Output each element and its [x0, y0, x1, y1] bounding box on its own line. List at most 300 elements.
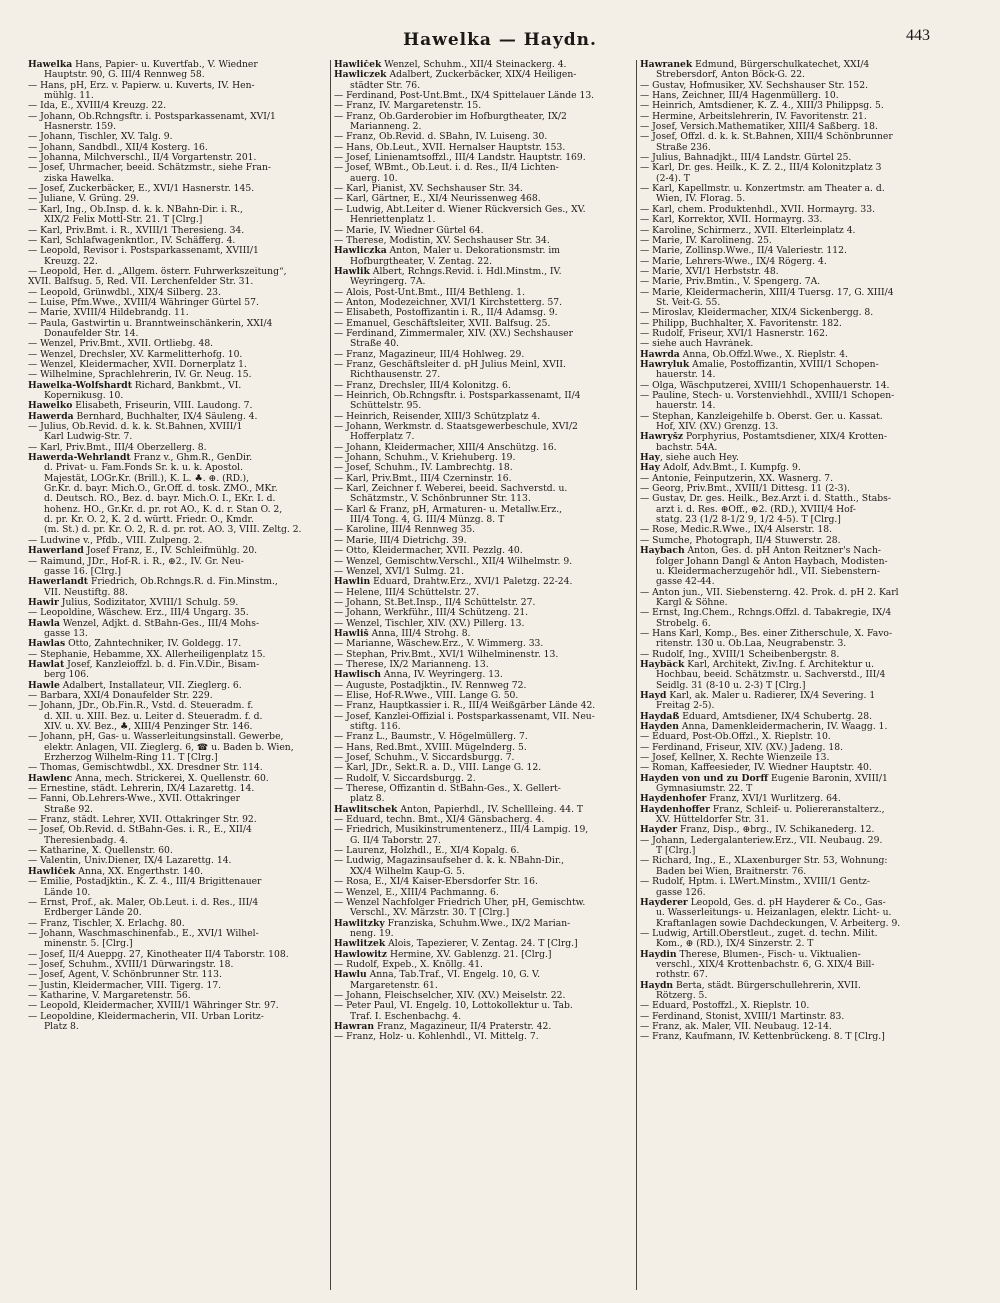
entry-text: Richthausenstr. 27.	[350, 370, 441, 381]
directory-entry-line	[640, 577, 940, 587]
directory-entry-line	[28, 412, 328, 422]
entry-text: — Leopold, Revisor i. Postsparkassenamt, XVIII/1	[28, 246, 259, 257]
directory-entry-line	[640, 888, 940, 898]
entry-text: — Johann, Kleidermacher, XIII/4 Anschützg. 16.	[334, 442, 557, 453]
entry-text: — Karl, Gärtner, E., XI/4 Neurissenweg 468.	[334, 194, 541, 205]
directory-entry-line	[334, 970, 634, 980]
entry-text: — Karl, Kapellmstr. u. Konzertmstr. am Theater a. d.	[640, 184, 885, 195]
directory-entry-line	[640, 753, 940, 763]
directory-entry-line	[334, 339, 634, 349]
entry-text: — Johann, Ob.Rchngsftr. i. Postsparkassenamt, XVI/1	[28, 111, 276, 122]
entry-text: — Hermine, Arbeitslehrerin, IV. Favoritenstr. 21.	[640, 111, 867, 122]
directory-entry-line	[334, 308, 634, 318]
entry-text: Franz v., Ghm.R., GenDir.	[130, 453, 253, 464]
directory-entry-line	[28, 846, 328, 856]
entry-text: Wenzel, Schuhm., XII/4 Steinackerg. 4.	[381, 60, 567, 70]
surname-heading: Hawerda-Wehrlandt	[28, 453, 131, 464]
entry-text: Bernhard, Buchhalter, IX/4 Säuleng. 4.	[73, 411, 258, 422]
directory-entry-line	[28, 432, 328, 442]
column-2	[334, 60, 634, 1290]
surname-heading: Hay	[640, 463, 660, 474]
entry-text: — Josef, Agent, V. Schönbrunner Str. 113.	[28, 970, 222, 981]
entry-text: Anna, Damenkleidermacherin, IV. Waagg. 1.	[678, 722, 888, 732]
entry-text: — Alois, Post-Unt.Bmt., III/4 Bethleng. 1.	[334, 287, 526, 298]
entry-text: d. Privat- u. Fam.Fonds Sr. k. u. k. Apostol.	[44, 463, 244, 474]
directory-entry-line	[334, 101, 634, 111]
directory-entry-line	[640, 381, 940, 391]
column-3	[640, 60, 940, 1290]
directory-entry-line	[334, 774, 634, 784]
directory-entry-line	[28, 143, 328, 153]
directory-entry-line	[28, 784, 328, 794]
entry-text: — Anton, Modezeichner, XVI/1 Kirchstetterg. 57.	[334, 297, 563, 308]
entry-text: — Elisabeth, Postoffizantin i. R., II/4 Adamsg. 9.	[334, 308, 558, 319]
entry-text: Lände 10.	[44, 887, 91, 898]
directory-entry-line	[334, 557, 634, 567]
entry-text: — Ludwine v., Pfdb., VIII. Zulpeng. 2.	[28, 535, 203, 546]
directory-entry-line	[640, 401, 940, 411]
entry-text: Erdberger Lände 20.	[44, 908, 142, 919]
entry-text: — Franz, Holz- u. Kohlenhdl., VI. Mittelg. 7.	[334, 1032, 539, 1043]
directory-entry-line	[334, 867, 634, 877]
directory-entry-line	[640, 350, 940, 360]
directory-entry-line	[28, 350, 328, 360]
directory-entry-line	[334, 846, 634, 856]
entry-text: — Paula, Gastwirtin u. Branntweinschänkerin, XXI/4	[28, 318, 273, 329]
entry-text: Erzherzog Wilhelm-Ring 11. T [Clrg.]	[44, 753, 218, 764]
entry-text: — Josef, Linienamtsoffzl., III/4 Landstr. Hauptstr. 169.	[334, 153, 586, 164]
directory-entry-line	[640, 391, 940, 401]
entry-text: Anna, XX. Engerthstr. 140.	[75, 866, 204, 877]
directory-entry-line	[640, 815, 940, 825]
entry-text: u. Wasserleitungs- u. Heizanlagen, elektr. Licht- u.	[656, 908, 892, 919]
entry-text: städter Str. 76.	[350, 80, 421, 91]
entry-text: Anna, Ob.Offzl.Wwe., X. Rieplstr. 4.	[679, 349, 848, 360]
entry-text: Alois, Tapezierer, V. Zentag. 24. T [Clrg.]	[385, 939, 578, 950]
directory-entry-line	[334, 681, 634, 691]
entry-text: arzt i. d. Res. ⊕Off., ⊕2. (RD.), XVIII/4 Hof-	[656, 504, 856, 515]
directory-entry-line	[28, 484, 328, 494]
surname-heading: Hawlas	[28, 639, 66, 650]
directory-entry-line	[640, 81, 940, 91]
directory-entry-line	[640, 153, 940, 163]
entry-text: Friedrich, Ob.Rchngs.R. d. Fin.Minstm.,	[88, 577, 278, 588]
directory-entry-line	[334, 950, 634, 960]
surname-heading: Hayden von und zu Dorff	[640, 773, 769, 784]
entry-text: — Johann, Tischler, XV. Talg. 9.	[28, 132, 173, 143]
directory-entry-line	[640, 805, 940, 815]
directory-entry-line	[640, 794, 940, 804]
running-head: Hawelka — Haydn.	[403, 30, 597, 50]
entry-text: — Wenzel, Tischler, XIV. (XV.) Pillerg. 13.	[334, 618, 525, 629]
directory-entry-line	[334, 567, 634, 577]
directory-entry-line	[640, 691, 940, 701]
directory-entry-line	[28, 184, 328, 194]
entry-text: — Josef, II/4 Aueppg. 27, Kinotheater II/4 Taborstr. 108.	[28, 949, 289, 960]
directory-entry-line	[28, 122, 328, 132]
entry-text: Platz 8.	[44, 1021, 79, 1032]
directory-entry-line	[28, 950, 328, 960]
entry-text: Hofferplatz 7.	[350, 432, 415, 443]
surname-heading: Hay	[640, 453, 660, 464]
directory-entry-line	[334, 505, 634, 515]
directory-entry-line	[640, 298, 940, 308]
directory-entry-line	[334, 877, 634, 887]
entry-text: XIV. u. XV. Bez., ♣, XIII/4 Penzinger Str. 146.	[44, 722, 253, 732]
entry-text: d. pr. Kr. O. 2, K. 2 d. württ. Friedr. O., Kmdr.	[44, 515, 254, 526]
entry-text: — Richard, Ing., E., XLaxenburger Str. 53, Wohnung:	[640, 856, 888, 867]
directory-entry-line	[28, 443, 328, 453]
entry-text: VII. Neustiftg. 88.	[44, 587, 128, 598]
entry-text: — Johanna, Milchverschl., II/4 Vorgartenstr. 201.	[28, 153, 257, 164]
entry-text: — Julius, Ob.Revid. d. k. k. St.Bahnen, XVIII/1	[28, 422, 243, 433]
directory-entry-line	[334, 608, 634, 618]
directory-entry-line	[640, 825, 940, 835]
directory-entry-line	[28, 991, 328, 1001]
surname-heading: Hawranek	[640, 60, 693, 70]
entry-text: Hasnerstr. 159.	[44, 122, 117, 133]
directory-entry-line	[334, 319, 634, 329]
entry-text: Amalie, Postoffizantin, XVIII/1 Schopen-	[689, 359, 879, 370]
entry-text: — Katharine, V. Margaretenstr. 56.	[28, 990, 191, 1001]
surname-heading: Hawlenc	[28, 773, 73, 784]
entry-text: — Johann, Sandbdl., XII/4 Kosterg. 16.	[28, 142, 208, 153]
directory-entry-line	[640, 877, 940, 887]
directory-entry-line	[28, 815, 328, 825]
directory-entry-line	[28, 226, 328, 236]
directory-entry-line	[28, 370, 328, 380]
entry-text: — Fanni, Ob.Lehrers-Wwe., XVII. Ottakringer	[28, 794, 240, 805]
entry-text: — Ferdinand, Stonist, XVIII/1 Martinstr. 83.	[640, 1011, 845, 1022]
entry-text: stiftg. 116.	[350, 722, 401, 732]
directory-entry-line	[334, 60, 634, 70]
directory-entry-line	[334, 1022, 634, 1032]
directory-entry-line	[640, 463, 940, 473]
entry-text: mühlg. 11.	[44, 91, 94, 102]
entry-text: Berta, städt. Bürgerschullehrerin, XVII.	[673, 980, 861, 991]
entry-text: — Josef, WBmt., Ob.Leut. i. d. Res., II/4 Lichten-	[334, 163, 559, 174]
entry-text: Otto, Zahntechniker, IV. Goldegg. 17.	[65, 639, 242, 650]
directory-entry-line	[640, 588, 940, 598]
directory-entry-line	[640, 443, 940, 453]
entry-text: — Franz L., Baumstr., V. Högelmüllerg. 7.	[334, 732, 528, 743]
directory-entry-line	[640, 981, 940, 991]
directory-entry-line	[640, 732, 940, 742]
entry-text: — siehe auch Havránek.	[640, 339, 754, 350]
entry-text: — Ludwig, Abt.Leiter d. Wiener Rückversich Ges., XV.	[334, 204, 586, 215]
surname-heading: Hawelka-Wolfshardt	[28, 380, 132, 391]
entry-text: Josef, Kanzleioffzl. b. d. Fin.V.Dir., Bisam-	[64, 659, 260, 670]
entry-text: auerg. 10.	[350, 173, 398, 184]
directory-entry-line	[640, 670, 940, 680]
entry-text: — Hans, Red.Bmt., XVIII. Mügelnderg. 5.	[334, 742, 527, 753]
directory-entry-line	[334, 401, 634, 411]
directory-entry-line	[28, 557, 328, 567]
directory-entry-line	[334, 370, 634, 380]
entry-text: Anton, Ges. d. pH Anton Reitzner's Nach-	[684, 546, 881, 557]
directory-entry-line	[28, 308, 328, 318]
directory-entry-line	[28, 639, 328, 649]
entry-text: — Leopold, Grünwdbl., XIX/4 Silberg. 23.	[28, 287, 221, 298]
directory-entry-line	[334, 453, 634, 463]
surname-heading: Hawlat	[28, 659, 65, 670]
entry-text: — Johann, Waschmaschinenfab., E., XVI/1 Wilhel-	[28, 928, 259, 939]
directory-entry-line	[640, 929, 940, 939]
directory-entry-line	[640, 226, 940, 236]
directory-entry-line	[334, 536, 634, 546]
entry-text: Hof, XIV. (XV.) Grenzg. 13.	[656, 422, 779, 433]
entry-text: — Karl, chem. Produktenhdl., XVII. Hormayrg. 33.	[640, 204, 876, 215]
directory-entry-line	[334, 670, 634, 680]
directory-entry-line	[640, 908, 940, 918]
directory-entry-line	[640, 143, 940, 153]
entry-text: — Josef, Uhrmacher, beeid. Schätzmstr., siehe Fran-	[28, 163, 272, 174]
directory-entry-line	[640, 515, 940, 525]
surname-heading: Haydenhofer	[640, 794, 707, 805]
directory-entry-line	[640, 836, 940, 846]
entry-text: XIX/2 Felix Mottl-Str. 21. T [Clrg.]	[44, 215, 203, 226]
surname-heading: Hawrda	[640, 349, 680, 360]
directory-entry-line	[28, 794, 328, 804]
directory-entry-line	[640, 1012, 940, 1022]
entry-text: XVII. Balfsug. 5, Red. VII. Lerchenfelder Str. 31.	[28, 277, 254, 288]
directory-entry-line	[640, 898, 940, 908]
directory-entry-line	[640, 608, 940, 618]
directory-entry-line	[334, 246, 634, 256]
directory-entry-line	[28, 153, 328, 163]
directory-entry-line	[334, 184, 634, 194]
surname-heading: Hawlowitz	[334, 949, 388, 960]
directory-entry-line	[28, 194, 328, 204]
entry-text: — Karl, Pianist, XV. Sechshauser Str. 34.	[334, 184, 523, 195]
entry-text: — Marie, IV. Wiedner Gürtel 64.	[334, 225, 484, 236]
entry-text: — Stephan, Kanzleigehilfe b. Oberst. Ger. u. Kassat.	[640, 411, 883, 422]
directory-entry-line	[640, 236, 940, 246]
entry-text: — Karl, Priv.Bmt., III/4 Oberzellerg. 8.	[28, 442, 207, 453]
directory-entry-line	[334, 153, 634, 163]
directory-entry-line	[640, 205, 940, 215]
surname-heading: Haydn	[640, 980, 674, 991]
entry-text: — Josef, Ob.Revid. d. StBahn-Ges. i. R., E., XII/4	[28, 825, 252, 836]
surname-heading: Hawla	[28, 618, 60, 629]
directory-entry-line	[334, 174, 634, 184]
directory-entry-line	[334, 908, 634, 918]
directory-entry-line	[640, 784, 940, 794]
entry-text: — Wenzel, E., XIII/4 Pachmanng. 6.	[334, 887, 499, 898]
directory-entry-line	[334, 691, 634, 701]
directory-entry-line	[334, 639, 634, 649]
entry-text: Porphyrius, Postamtsdiener, XIX/4 Krotten-	[683, 432, 887, 443]
entry-text: — Julius, Bahnadjkt., III/4 Landstr. Gürtel 25.	[640, 153, 852, 164]
surname-heading: Hawliček	[28, 866, 76, 877]
entry-text: — Marie, III/4 Dietrichg. 39.	[334, 535, 467, 546]
surname-heading: Hayden	[640, 722, 679, 732]
directory-entry-line	[334, 381, 634, 391]
directory-entry-line	[28, 681, 328, 691]
entry-text: — Stephanie, Hebamme, XX. Allerheiligenplatz 15.	[28, 649, 266, 660]
entry-text: Franz, XVI/1 Wurlitzerg. 64.	[706, 794, 841, 805]
entry-text: — Franz, IV. Margaretenstr. 15.	[334, 101, 482, 112]
surname-heading: Hawryluk	[640, 359, 690, 370]
entry-text: Schätzmstr., V. Schönbrunner Str. 113.	[350, 494, 531, 505]
directory-entry-line	[334, 619, 634, 629]
surname-heading: Hawerlandt	[28, 577, 89, 588]
directory-entry-line	[640, 774, 940, 784]
directory-entry-line	[640, 288, 940, 298]
directory-entry-line	[640, 856, 940, 866]
entry-text: berg 106.	[44, 670, 89, 681]
directory-entry-line	[28, 422, 328, 432]
page-header	[0, 27, 1000, 58]
directory-entry-line	[640, 184, 940, 194]
entry-text: — Roman, Kaffeesieder, IV. Wiedner Hauptstr. 40.	[640, 763, 872, 774]
directory-entry-line	[28, 598, 328, 608]
entry-text: ritenstr. 130 u. Ob.Laa, Neugrabenstr. 3.	[656, 639, 847, 650]
directory-entry-line	[640, 557, 940, 567]
directory-entry-line	[334, 588, 634, 598]
directory-entry-line	[28, 701, 328, 711]
directory-entry-line	[28, 856, 328, 866]
directory-entry-line	[640, 122, 940, 132]
directory-entry-line	[334, 143, 634, 153]
entry-text: — Rosa, E., XI/4 Kaiser-Ebersdorfer Str. 16.	[334, 877, 538, 888]
entry-text: — Rose, Medic.R.Wwe., IX/4 Alserstr. 18.	[640, 525, 833, 536]
directory-entry-line	[334, 329, 634, 339]
directory-entry-line	[28, 929, 328, 939]
entry-text: — Ernst, Prof., ak. Maler, Ob.Leut. i. d. Res., III/4	[28, 897, 259, 908]
entry-text: — Laurenz, Holzhdl., E., XI/4 Kopalg. 6.	[334, 846, 520, 857]
directory-entry-line	[28, 401, 328, 411]
entry-text: XV. Hütteldorfer Str. 31.	[656, 815, 769, 826]
directory-entry-line	[334, 163, 634, 173]
entry-text: — Karl, Priv.Bmt. i. R., XVIII/1 Theresieng. 34.	[28, 225, 245, 236]
entry-text: — Marie, Zollinsp.Wwe., II/4 Valeriestr. 112.	[640, 246, 847, 257]
entry-text: elektr. Anlagen, VII. Zieglerg. 6, ☎ u. Baden b. Wien,	[44, 742, 294, 753]
entry-text: Kargl & Söhne.	[656, 597, 728, 608]
surname-heading: Hayd	[640, 690, 667, 701]
directory-entry-line	[334, 412, 634, 422]
entry-text: — Ferdinand, Zimmermaler, XIV. (XV.) Sechshauser	[334, 328, 574, 339]
entry-text: — Gustav, Dr. ges. Heilk., Bez.Arzt i. d. Statth., Stabs-	[640, 494, 891, 505]
entry-text: — Juliane, V. Grüng. 29.	[28, 194, 140, 205]
entry-text: — Otto, Kleidermacher, XVII. Pezzlg. 40.	[334, 546, 523, 557]
entry-text: — Josef, Schuhm., V. Siccardsburgg. 7.	[334, 753, 515, 764]
entry-text: — Karl, Dr. ges. Heilk., K. Z. 2., III/4 Kolonitzplatz 3	[640, 163, 882, 174]
entry-text: Straße 236.	[656, 142, 711, 153]
entry-text: — Karl, Priv.Bmt., III/4 Czerninstr. 16.	[334, 473, 512, 484]
surname-heading: Hawerda	[28, 411, 74, 422]
directory-entry-line	[334, 919, 634, 929]
directory-entry-line	[28, 712, 328, 722]
directory-entry-line	[334, 991, 634, 1001]
entry-text: Adolf, Adv.Bmt., I. Kumpfg. 9.	[659, 463, 801, 474]
directory-entry-line	[28, 267, 328, 277]
directory-entry-line	[640, 257, 940, 267]
entry-text: Josef Franz, E., IV. Schleifmühlg. 20.	[83, 546, 258, 557]
entry-text: Adalbert, Installateur, VII. Zieglerg. 6.	[59, 680, 242, 691]
entry-text: — Wenzel, Drechsler, XV. Karmelitterhofg. 10.	[28, 349, 243, 360]
directory-columns	[28, 60, 946, 1290]
directory-entry-line	[640, 536, 940, 546]
entry-text: — Elise, Hof-R.Wwe., VIII. Lange G. 50.	[334, 690, 519, 701]
directory-entry-line	[334, 525, 634, 535]
directory-entry-line	[334, 1032, 634, 1042]
directory-entry-line	[640, 505, 940, 515]
directory-entry-line	[334, 70, 634, 80]
entry-text: Eugenie Baronin, XVIII/1	[768, 773, 888, 784]
entry-text: — Johann, Fleischselcher, XIV. (XV.) Meiselstr. 22.	[334, 990, 566, 1001]
directory-entry-line	[334, 743, 634, 753]
column-divider	[330, 60, 331, 1290]
directory-entry-line	[28, 981, 328, 991]
directory-entry-line	[28, 825, 328, 835]
directory-entry-line	[334, 81, 634, 91]
entry-text: — Wenzel, Priv.Bmt., XVII. Ortliebg. 48.	[28, 339, 214, 350]
entry-text: St. Veit-G. 55.	[656, 297, 721, 308]
surname-heading: Hayderer	[640, 897, 688, 908]
surname-heading: Hawliček	[334, 60, 382, 70]
entry-text: — Johann, JDr., Ob.Fin.R., Vstd. d. Steueradm. f.	[28, 701, 254, 712]
entry-text: — Johann, St.Bet.Insp., II/4 Schüttelstr. 27.	[334, 597, 536, 608]
directory-entry-line	[28, 670, 328, 680]
directory-entry-line	[640, 112, 940, 122]
entry-text: — Franz, städt. Lehrer, XVII. Ottakringer Str. 92.	[28, 815, 257, 826]
directory-entry-line	[640, 132, 940, 142]
entry-text: Anna, Tab.Traf., VI. Engelg. 10, G. V.	[366, 970, 540, 981]
entry-text: bachstr. 54A.	[656, 442, 718, 453]
surname-heading: Hawelko	[28, 401, 73, 412]
entry-text: — Marie, XVI/1 Herbststr. 48.	[640, 266, 779, 277]
entry-text: — Franz, ak. Maler, VII. Neubaug. 12-14.	[640, 1021, 832, 1032]
surname-heading: Hawlitzky	[334, 918, 385, 929]
directory-entry-line	[334, 484, 634, 494]
directory-entry-line	[334, 898, 634, 908]
directory-entry-line	[640, 681, 940, 691]
directory-entry-line	[640, 525, 940, 535]
directory-entry-line	[640, 619, 940, 629]
entry-text: — Karl, Schlafwagenkntlor., IV. Schäfferg. 4.	[28, 235, 236, 246]
entry-text: — Thomas, Gemischtwdbl., XX. Dresdner Str. 114.	[28, 763, 263, 774]
directory-entry-line	[334, 1012, 634, 1022]
entry-text: — Barbara, XXI/4 Donaufelder Str. 229.	[28, 690, 213, 701]
surname-heading: Hawir	[28, 597, 59, 608]
entry-text: , siehe auch Hey.	[659, 453, 739, 464]
entry-text: — Wenzel, XVI/1 Sulmg. 21.	[334, 566, 465, 577]
directory-entry-line	[28, 453, 328, 463]
entry-text: rothstr. 67.	[656, 970, 708, 981]
directory-entry-line	[640, 215, 940, 225]
directory-entry-line	[28, 619, 328, 629]
directory-entry-line	[334, 763, 634, 773]
entry-text: verschl., XIX/4 Krottenbachstr. 6, G. XIX/4 Bill-	[656, 959, 875, 970]
directory-entry-line	[334, 463, 634, 473]
entry-text: Kom., ⊕ (RD.), IX/4 Sinzerstr. 2. T	[656, 939, 814, 950]
entry-text: Julius, Sodizitator, XVIII/1 Schulg. 59.	[58, 597, 239, 608]
directory-entry-line	[334, 91, 634, 101]
directory-entry-line	[334, 784, 634, 794]
entry-text: — Ferdinand, Post-Unt.Bmt., IX/4 Spittelauer Lände 13.	[334, 91, 595, 102]
surname-heading: Hawran	[334, 1021, 375, 1032]
directory-entry-line	[640, 939, 940, 949]
entry-text: — Josef, Offzl. d. k. k. St.Bahnen, XIII/4 Schönbrunner	[640, 132, 893, 143]
entry-text: Traf. I. Eschenbachg. 4.	[350, 1011, 462, 1022]
directory-entry-line	[28, 577, 328, 587]
directory-entry-line	[640, 1022, 940, 1032]
directory-entry-line	[28, 132, 328, 142]
entry-text: — Katharine, X. Quellenstr. 60.	[28, 846, 173, 857]
surname-heading: Hayder	[640, 825, 678, 836]
directory-entry-line	[640, 308, 940, 318]
